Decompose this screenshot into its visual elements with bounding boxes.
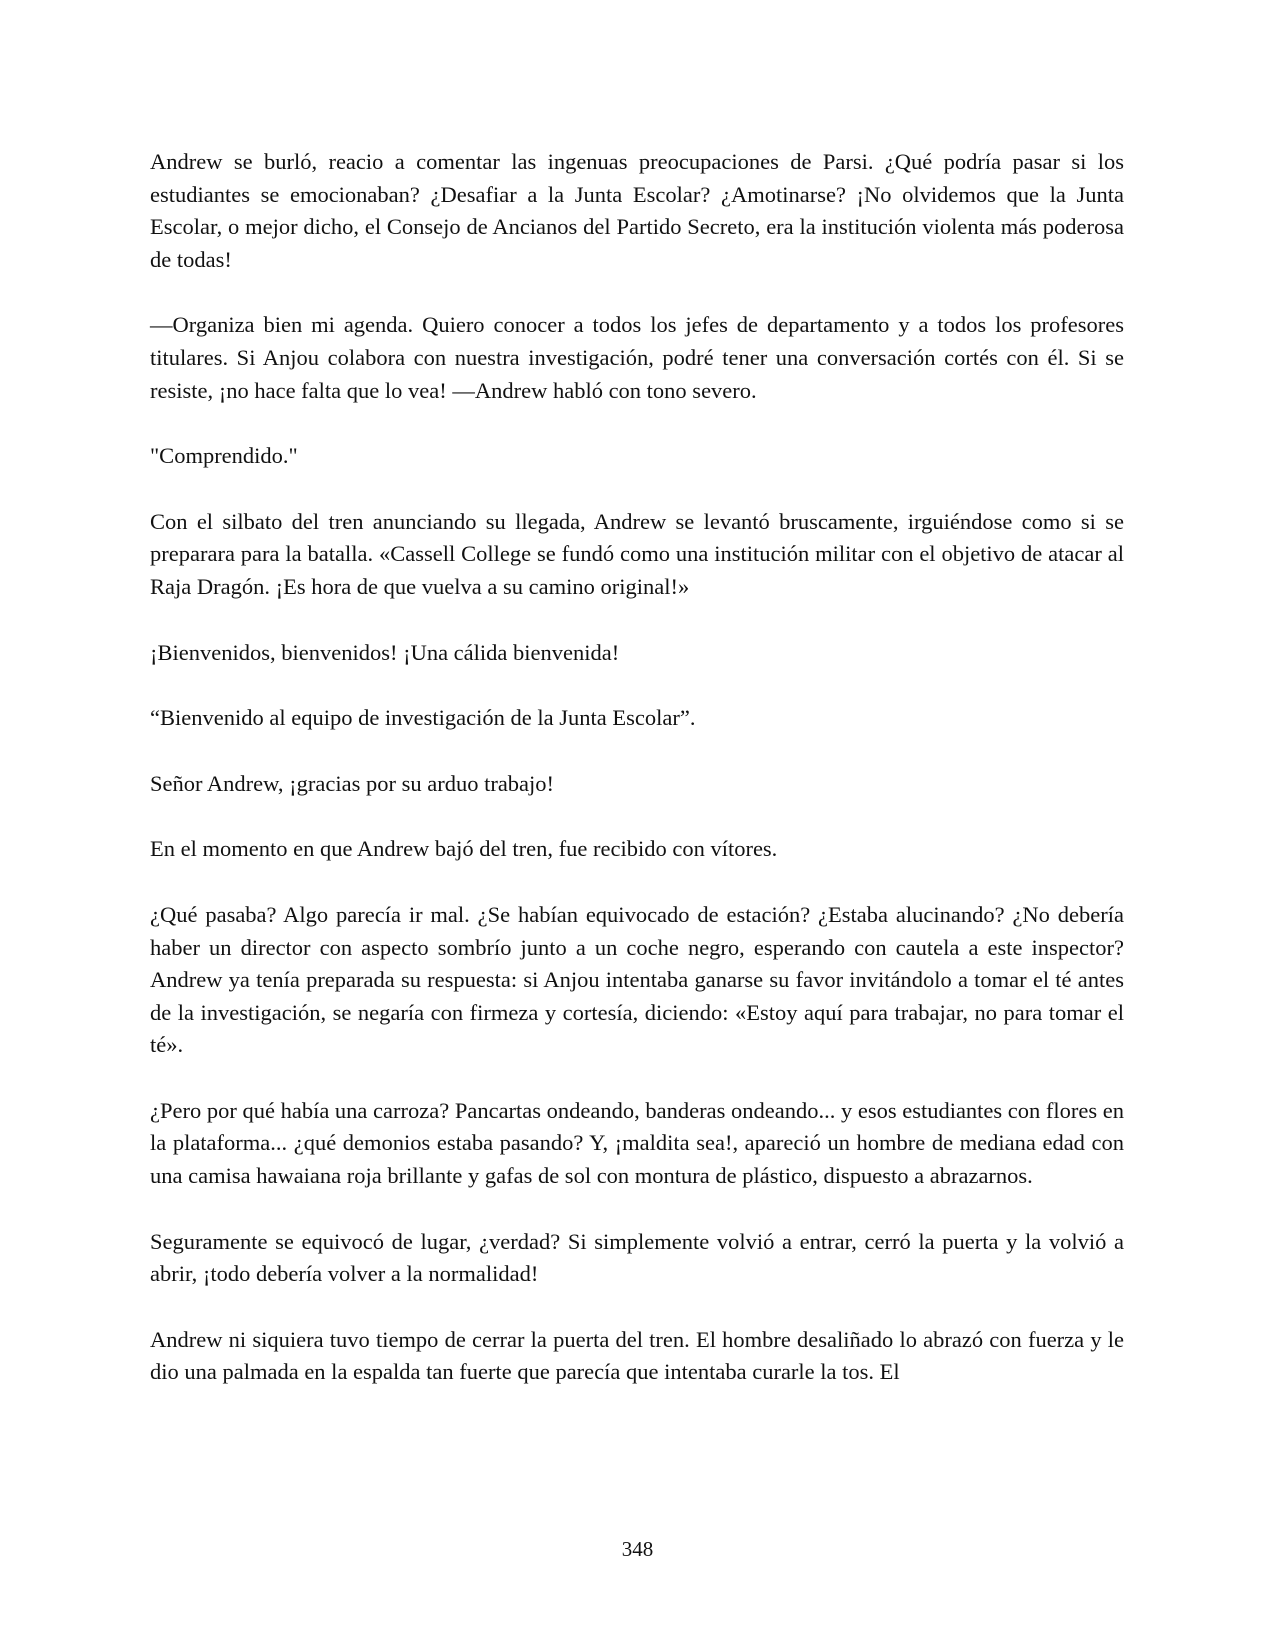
paragraph: Andrew ni siquiera tuvo tiempo de cerrar la puerta del tren. El hombre desaliñado lo abrazó con fuerza y le dio una palmada en la espalda tan fuerte que parecía que intentaba curarle la tos. El <box>150 1326 1124 1385</box>
paragraph: Con el silbato del tren anunciando su llegada, Andrew se levantó bruscamente, irguiéndose como si se preparara para la batalla. «Cassell College se fundó como una institución militar con el objetivo de atacar al Raja Dragón. ¡Es hora de que vuelva a su camino original!» <box>150 508 1124 599</box>
paragraph: "Comprendido." <box>150 443 298 469</box>
body-text <box>150 146 1124 1422</box>
paragraph: Andrew se burló, reacio a comentar las ingenuas preocupaciones de Parsi. ¿Qué podría pasar si los estudiantes se emocionaban? ¿Desafiar a la Junta Escolar? ¿Amotinarse? ¡No olvidemos que la Junta Escolar, o mejor dicho, el Consejo de Ancianos del Partido Secreto, era la institución violenta más poderosa de todas! <box>150 149 1124 272</box>
paragraph: ¿Pero por qué había una carroza? Pancartas ondeando, banderas ondeando... y esos estudiantes con flores en la plataforma... ¿qué demonios estaba pasando? Y, ¡maldita sea!, apareció un hombre de mediana edad con una camisa hawaiana roja brillante y gafas de sol con montura de plástico, dispuesto a abrazarnos. <box>150 1097 1125 1189</box>
paragraph: En el momento en que Andrew bajó del tren, fue recibido con vítores. <box>150 836 778 862</box>
paragraph: Señor Andrew, ¡gracias por su arduo trabajo! <box>150 770 555 796</box>
paragraph: “Bienvenido al equipo de investigación de la Junta Escolar”. <box>150 705 696 731</box>
paragraph: ¡Bienvenidos, bienvenidos! ¡Una cálida bienvenida! <box>150 639 620 665</box>
paragraph: Seguramente se equivocó de lugar, ¿verdad? Si simplemente volvió a entrar, cerró la puerta y la volvió a abrir, ¡todo debería volver a la normalidad! <box>150 1228 1124 1287</box>
paragraph: ¿Qué pasaba? Algo parecía ir mal. ¿Se habían equivocado de estación? ¿Estaba alucinando? ¿No debería haber un director con aspecto sombrío junto a un coche negro, esperando con cautela a este inspector? Andrew ya tenía preparada su respuesta: si Anjou intentaba ganarse su favor invitándolo a tomar el té antes de la investigación, se negaría con firmeza y cortesía, diciendo: «Estoy aquí para trabajar, no para tomar el té». <box>150 901 1124 1058</box>
page-number: 348 <box>621 1537 654 1561</box>
paragraph: —Organiza bien mi agenda. Quiero conocer a todos los jefes de departamento y a todos los profesores titulares. Si Anjou colabora con nuestra investigación, podré tener una conversación cortés con él. Si se resiste, ¡no hace falta que lo vea! —Andrew habló con tono severo. <box>150 312 1124 403</box>
